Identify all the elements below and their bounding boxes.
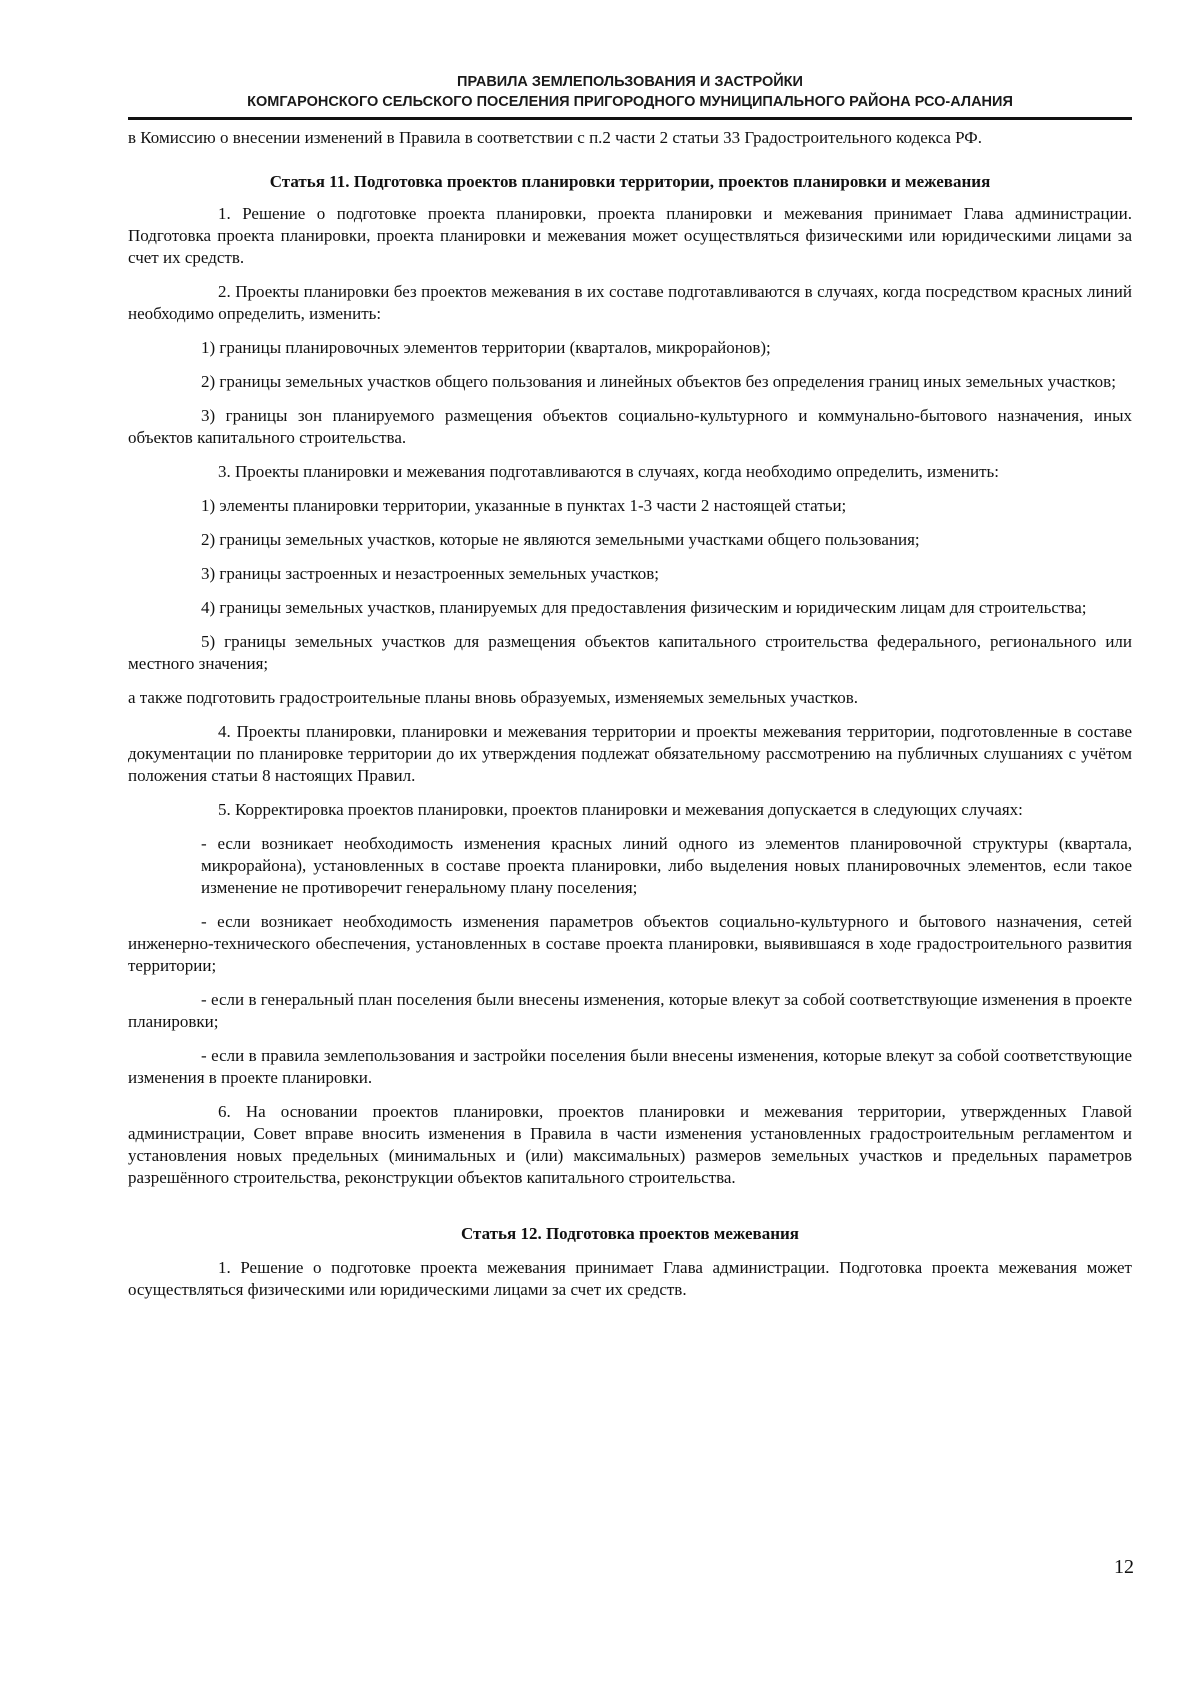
clause-2-item-1: 1) границы планировочных элементов территории (кварталов, микрорайонов); (201, 338, 771, 357)
clause-3-item-3: 3) границы застроенных и незастроенных земельных участков; (201, 564, 660, 583)
intro-paragraph: в Комиссию о внесении изменений в Правила в соответствии с п.2 части 2 статьи 33 Градостроительного кодекса РФ. (128, 128, 982, 147)
clause-3-tail: а также подготовить градостроительные планы вновь образуемых, изменяемых земельных участков. (128, 688, 858, 707)
clause-2-item-2: 2) границы земельных участков общего пользования и линейных объектов без определения границ иных земельных участков; (201, 372, 1116, 391)
article-11-clause-2: 2. Проекты планировки без проектов межевания в их составе подготавливаются в случаях, когда посредством красных линий необходимо определить, изменить: (128, 282, 1132, 323)
article-11-heading: Статья 11. Подготовка проектов планировки территории, проектов планировки и межевания (269, 172, 991, 191)
clause-5-case-2: - если возникает необходимость изменения параметров объектов социально-культурного и бытового назначения, сетей инженерно-технического обеспечения, установленных в составе проекта планировки, выявившаяся в ходе градостроительного развития территории; (128, 912, 1132, 975)
clause-3-item-2: 2) границы земельных участков, которые не являются земельными участками общего пользования; (201, 530, 920, 549)
header-title-line-2: КОМГАРОНСКОГО СЕЛЬСКОГО ПОСЕЛЕНИЯ ПРИГОРОДНОГО МУНИЦИПАЛЬНОГО РАЙОНА РСО-АЛАНИЯ (247, 94, 1013, 110)
clause-3-item-5: 5) границы земельных участков для размещения объектов капитального строительства федерального, регионального или местного значения; (128, 632, 1132, 673)
clause-5-case-4: - если в правила землепользования и застройки поселения были внесены изменения, которые влекут за собой соответствующие изменения в проекте планировки. (128, 1046, 1132, 1087)
article-11-clause-5: 5. Корректировка проектов планировки, проектов планировки и межевания допускается в следующих случаях: (218, 800, 1023, 819)
article-11-clause-4: 4. Проекты планировки, планировки и межевания территории и проекты межевания территории, подготовленные в составе документации по планировке территории до их утверждения подлежат обязательному рассмотрению на публичных слушаниях с учётом положения статьи 8 настоящих Правил. (128, 722, 1132, 785)
article-12-heading: Статья 12. Подготовка проектов межевания (461, 1224, 799, 1243)
clause-3-item-4: 4) границы земельных участков, планируемых для предоставления физическим и юридическим лицам для строительства; (201, 598, 1087, 617)
clause-2-item-3: 3) границы зон планируемого размещения объектов социально-культурного и коммунально-бытового назначения, иных объектов капитального строительства. (128, 406, 1132, 447)
article-12-clause-1: 1. Решение о подготовке проекта межевания принимает Глава администрации. Подготовка проекта межевания может осуществляться физическими или юридическими лицами за счет их средств. (128, 1258, 1132, 1299)
header-title-line-1: ПРАВИЛА ЗЕМЛЕПОЛЬЗОВАНИЯ И ЗАСТРОЙКИ (457, 74, 803, 90)
article-11-clause-6: 6. На основании проектов планировки, проектов планировки и межевания территории, утвержденных Главой администрации, Совет вправе вносить изменения в Правила в части изменения установленных градостроительным регламентом и установления новых предельных (минимальных и (или) максимальных) размеров земельных участков и предельных параметров разрешённого строительства, реконструкции объектов капитального строительства. (128, 1102, 1132, 1187)
page-number: 12 (1114, 1556, 1134, 1578)
header-divider (128, 117, 1132, 120)
running-header (128, 72, 1132, 112)
clause-3-item-1: 1) элементы планировки территории, указанные в пунктах 1-3 части 2 настоящей статьи; (201, 496, 847, 515)
clause-5-case-1: - если возникает необходимость изменения красных линий одного из элементов планировочной структуры (квартала, микрорайона), установленных в составе проекта планировки, либо выделения новых планировочных элементов, если такое изменение не противоречит генеральному плану поселения; (201, 834, 1132, 897)
article-11-clause-1: 1. Решение о подготовке проекта планировки, проекта планировки и межевания принимает Глава администрации. Подготовка проекта планировки, проекта планировки и межевания может осуществляться физическими или юридическими лицами за счет их средств. (128, 204, 1132, 267)
clause-5-case-3: - если в генеральный план поселения были внесены изменения, которые влекут за собой соответствующие изменения в проекте планировки; (128, 990, 1132, 1031)
document-body (128, 127, 1132, 1313)
article-11-clause-3: 3. Проекты планировки и межевания подготавливаются в случаях, когда необходимо определить, изменить: (218, 462, 999, 481)
